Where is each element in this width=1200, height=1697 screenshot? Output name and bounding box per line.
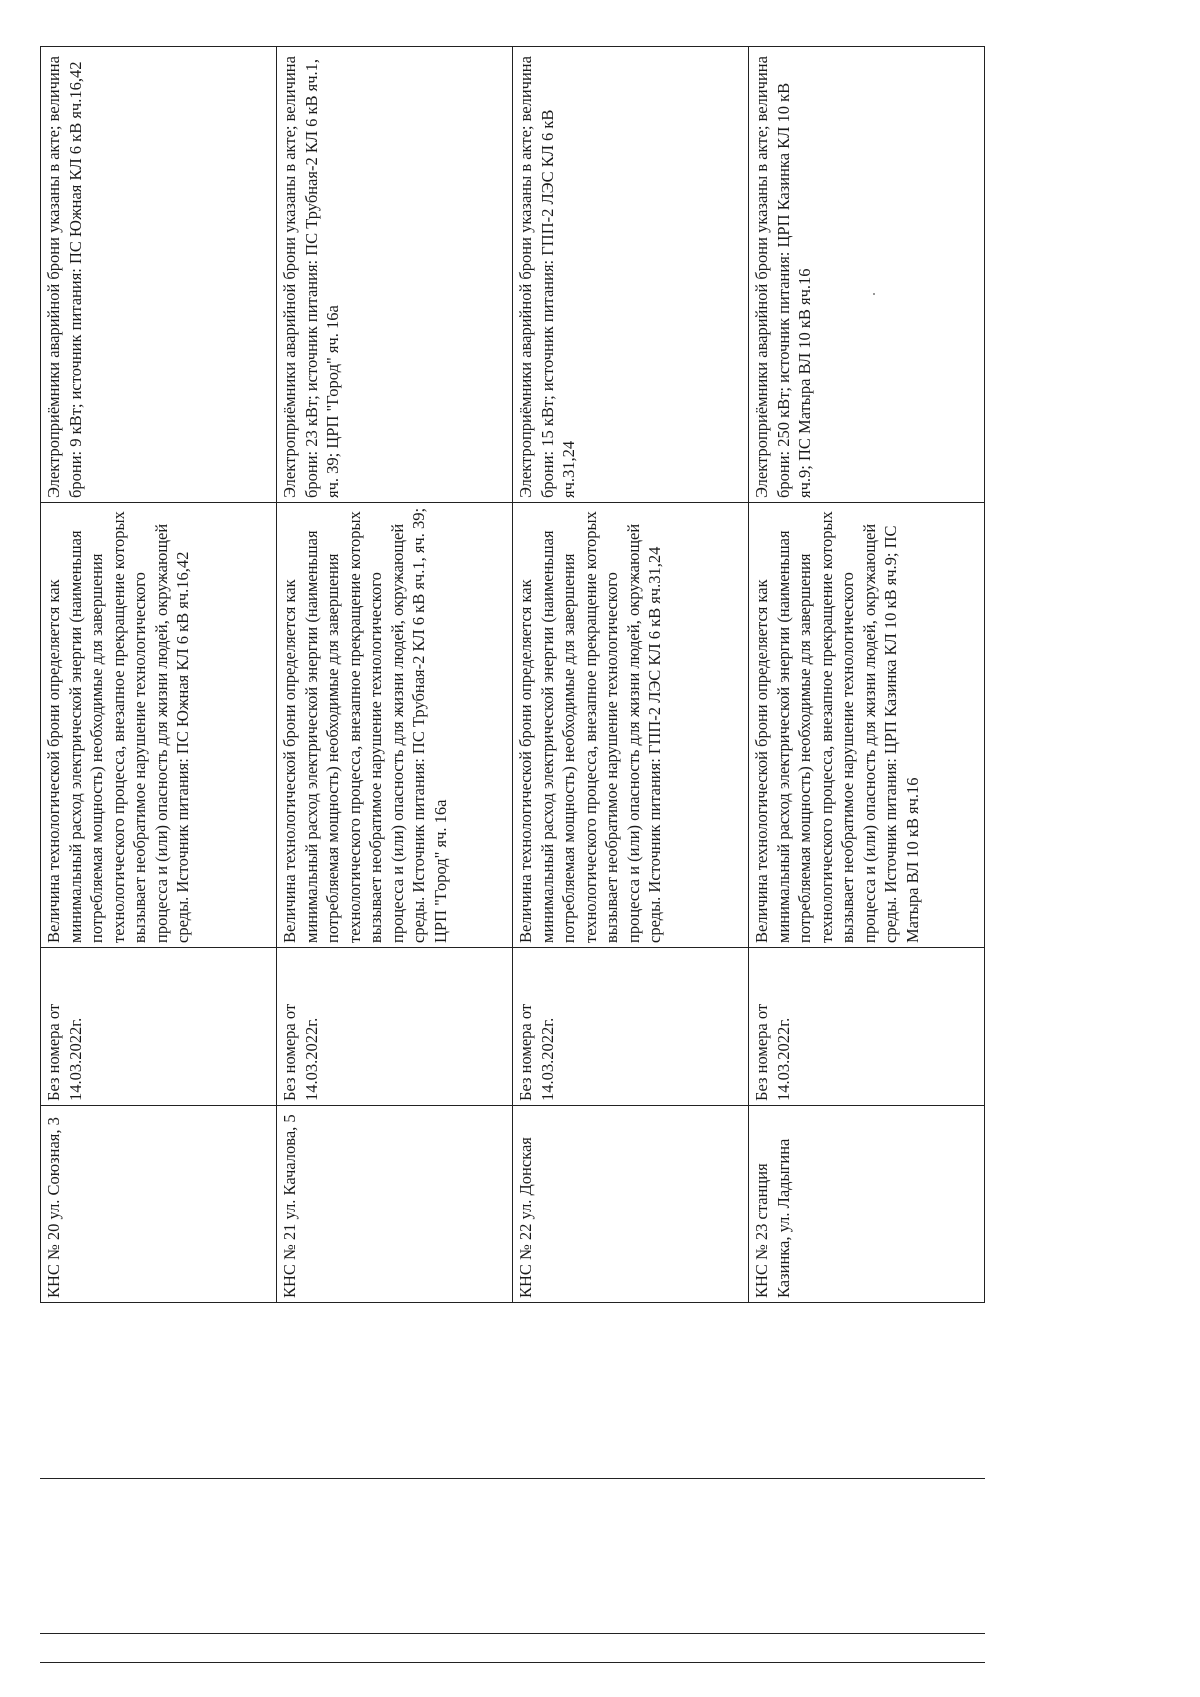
table-row: [41, 47, 277, 1303]
tech-reserve-cell: Величина технологической брони определяется как минимальный расход электрической энергии (наименьшая потребляемая мощность) необходимые для завершения технологического процесса, внезапное прекращение которых вызывает необратимое нарушение технологического процесса и (или) опасность для жизни людей, окружающей среды. Источник питания: ПС Трубная-2 КЛ 6 кВ яч.1, яч. 39; ЦРП "Город" яч. 16а: [277, 503, 513, 948]
table-row: [513, 47, 749, 1303]
act-cell: Без номера от 14.03.2022г.: [41, 948, 277, 1106]
tech-reserve-cell: Величина технологической брони определяется как минимальный расход электрической энергии (наименьшая потребляемая мощность) необходимые для завершения технологического процесса, внезапное прекращение которых вызывает необратимое нарушение технологического процесса и (или) опасность для жизни людей, окружающей среды. Источник питания: ПС Южная КЛ 6 кВ яч.16,42: [41, 503, 277, 948]
emergency-reserve-cell: Электроприёмники аварийной брони указаны в акте; величина брони: 250 кВт; источник питания: ЦРП Казинка КЛ 10 кВ яч.9; ПС Матыра ВЛ 10 кВ яч.16: [749, 47, 985, 503]
emergency-reserve-cell: Электроприёмники аварийной брони указаны в акте; величина брони: 15 кВт; источник питания: ГПП-2 ЛЭС КЛ 6 кВ яч.31,24: [513, 47, 749, 503]
table-row: [277, 47, 513, 1303]
reservation-table: [40, 46, 985, 1303]
object-cell: КНС № 22 ул. Донская: [513, 1106, 749, 1303]
act-cell: Без номера от 14.03.2022г.: [513, 948, 749, 1106]
object-cell: КНС № 23 станция Казинка, ул. Ладыгина: [749, 1106, 985, 1303]
tech-reserve-cell: Величина технологической брони определяется как минимальный расход электрической энергии (наименьшая потребляемая мощность) необходимые для завершения технологического процесса, внезапное прекращение которых вызывает необратимое нарушение технологического процесса и (или) опасность для жизни людей, окружающей среды. Источник питания: ЦРП Казинка КЛ 10 кВ яч.9; ПС Матыра ВЛ 10 кВ яч.16: [749, 503, 985, 948]
signature-line: [40, 1662, 985, 1663]
signature-line: [40, 1633, 985, 1634]
object-cell: КНС № 21 ул. Качалова, 5: [277, 1106, 513, 1303]
act-cell: Без номера от 14.03.2022г.: [749, 948, 985, 1106]
emergency-reserve-cell: Электроприёмники аварийной брони указаны в акте; величина брони: 9 кВт; источник питания: ПС Южная КЛ 6 кВ яч.16,42: [41, 47, 277, 503]
emergency-reserve-cell: Электроприёмники аварийной брони указаны в акте; величина брони: 23 кВт; источник питания: ПС Трубная-2 КЛ 6 кВ яч.1, яч. 39; ЦРП "Город" яч. 16а: [277, 47, 513, 503]
tech-reserve-cell: Величина технологической брони определяется как минимальный расход электрической энергии (наименьшая потребляемая мощность) необходимые для завершения технологического процесса, внезапное прекращение которых вызывает необратимое нарушение технологического процесса и (или) опасность для жизни людей, окружающей среды. Источник питания: ГПП-2 ЛЭС КЛ 6 кВ яч.31,24: [513, 503, 749, 948]
act-cell: Без номера от 14.03.2022г.: [277, 948, 513, 1106]
table-row: [749, 47, 985, 1303]
object-cell: КНС № 20 ул. Союзная, 3: [41, 1106, 277, 1303]
rotated-table-container: [40, 47, 984, 1303]
signature-line: [40, 1478, 985, 1479]
scan-speck: [873, 293, 875, 295]
